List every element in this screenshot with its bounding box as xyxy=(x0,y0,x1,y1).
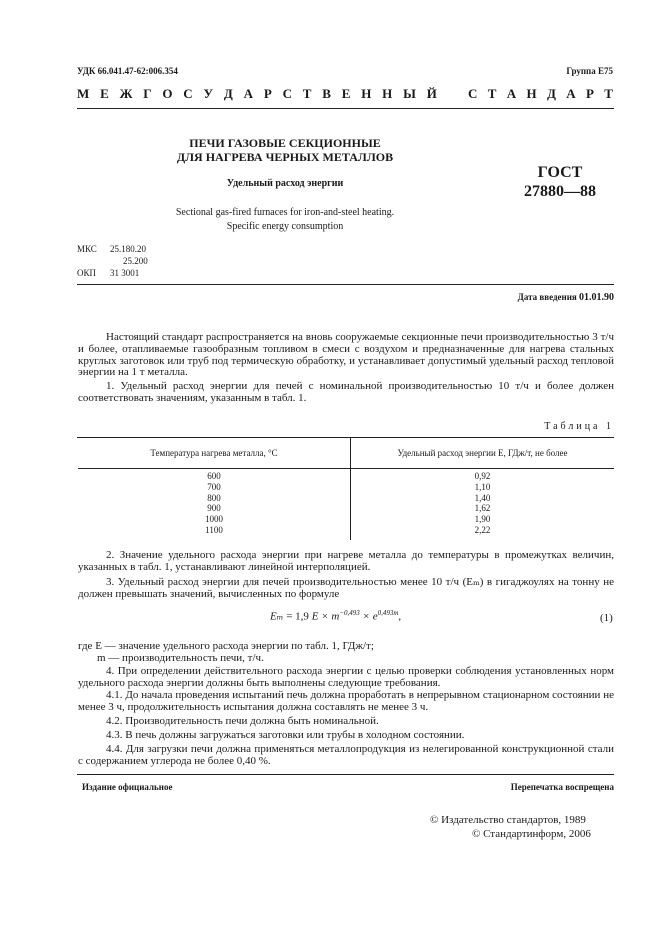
title-line-2: ДЛЯ НАГРЕВА ЧЕРНЫХ МЕТАЛЛОВ xyxy=(176,150,394,164)
banner-letter: Г xyxy=(143,86,152,101)
banner-letter: С xyxy=(468,86,478,101)
table-cell-temperature-value: 800 xyxy=(207,492,221,503)
gost-label: ГОСТ xyxy=(537,164,583,181)
mks-value-1: 25.180.20 xyxy=(110,244,146,254)
banner-letter: Н xyxy=(382,86,393,101)
banner-letter: Е xyxy=(100,86,109,101)
intro-date-value: 01.01.90 xyxy=(579,292,614,303)
banner-letter: В xyxy=(322,86,331,101)
banner-word-interstate xyxy=(77,86,437,102)
english-title-line-2: Specific energy consumption xyxy=(226,221,344,232)
copyright-2006: © Стандартинформ, 2006 xyxy=(472,828,591,840)
table-cell-temperature-value: 1000 xyxy=(205,514,223,525)
formula-end: , xyxy=(398,610,402,623)
paragraph-2: 2. Значение удельного расхода энергии при нагреве металла до температуры в промежутках величин, указанных в табл. 1, устанавливают линейной интерполяцией. xyxy=(78,549,614,573)
banner-letter: М xyxy=(77,86,90,101)
banner-letter: Т xyxy=(302,86,312,101)
document-subtitle: Удельный расход энергии xyxy=(226,178,344,189)
paragraph-1: 1. Удельный расход энергии для печей с номинальной производительностью 10 т/ч и более должен соответствовать значениям, указанным в табл. 1. xyxy=(78,380,614,404)
banner-letter: Д xyxy=(546,86,556,101)
english-title xyxy=(130,206,440,234)
table-header-energy: Удельный расход энергии E, ГДж/т, не более xyxy=(351,437,615,469)
paragraph-3: 3. Удельный расход энергии для печей производительностью менее 10 т/ч (Eₘ) в гигаджоулях на тонну не должен превышать значений, вычисленных по формуле xyxy=(78,576,614,600)
okp-value: 31 3001 xyxy=(110,268,140,278)
banner-letter: Й xyxy=(426,86,437,101)
table-cell-energy-value: 1,10 xyxy=(474,481,491,492)
paragraph-4-4: 4.4. Для загрузки печи должна применяться металлопродукция из нелегированной конструкционной стали с содержанием углерода не более 0,40 %. xyxy=(78,743,614,767)
document-title xyxy=(150,136,420,164)
mks-label: МКС xyxy=(77,244,97,254)
banner-letter: Н xyxy=(361,86,372,101)
paragraph-4-1: 4.1. До начала проведения испытаний печь должна проработать в непрерывном стационарном состоянии не менее 3 ч, продолжительность испытания должна составлять не менее 3 ч. xyxy=(78,689,614,713)
banner-letter: Ы xyxy=(403,86,416,101)
table-cell-temperature-value: 700 xyxy=(207,481,221,492)
formula-exponent-2: 0,493m xyxy=(377,609,399,617)
intro-date xyxy=(518,292,614,303)
banner-letter: Е xyxy=(341,86,351,101)
energy-formula xyxy=(270,609,401,623)
banner-letter: Д xyxy=(223,86,233,101)
table-header-temperature: Температура нагрева металла, °С xyxy=(78,437,351,469)
udk-code: УДК 66.041.47-62:006.354 xyxy=(77,66,178,76)
standard-banner xyxy=(77,86,613,102)
banner-letter: А xyxy=(566,86,576,101)
gost-designation xyxy=(510,163,610,201)
formula-exponent-1: −0,493 xyxy=(339,609,360,617)
formula-number: (1) xyxy=(600,612,613,624)
intro-date-label: Дата введения xyxy=(517,292,577,302)
banner-word-standard xyxy=(468,86,613,102)
gost-number: 27880—88 xyxy=(524,183,596,200)
banner-letter: Р xyxy=(585,86,594,101)
reprint-note: Перепечатка воспрещена xyxy=(510,782,614,792)
table-cell-energy-value: 1,40 xyxy=(474,492,491,503)
table-cell-energy xyxy=(351,469,615,540)
table-cell-energy-value: 2,22 xyxy=(474,524,491,535)
table-header-row xyxy=(78,437,614,469)
table-caption: Таблица 1 xyxy=(544,421,614,432)
paragraph-4-2: 4.2. Производительность печи должна быть номинальной. xyxy=(106,715,379,727)
title-line-1: ПЕЧИ ГАЗОВЫЕ СЕКЦИОННЫЕ xyxy=(189,136,381,150)
formula-coefficient: = 1,9 xyxy=(286,610,309,623)
formula-where-1: где E — значение удельного расхода энергии по табл. 1, ГДж/т; xyxy=(78,640,374,652)
table-cell-temperature-value: 900 xyxy=(207,503,221,514)
formula-lhs: Eₘ xyxy=(270,610,284,623)
table-cell-energy-value: 1,62 xyxy=(474,503,491,514)
banner-letter: А xyxy=(506,86,517,101)
paragraph-4-3: 4.3. В печь должны загружаться заготовки или трубы в холодном состоянии. xyxy=(106,729,465,741)
banner-letter: У xyxy=(203,86,214,101)
banner-letter: Т xyxy=(604,86,613,101)
table-cell-temperature xyxy=(78,469,351,540)
banner-letter: Ж xyxy=(119,86,133,101)
table-cell-energy-value: 1,90 xyxy=(474,514,491,525)
banner-letter: С xyxy=(183,86,193,101)
table-row xyxy=(78,469,614,540)
banner-letter: С xyxy=(282,86,292,101)
banner-letter: Н xyxy=(526,86,537,101)
formula-where-2: m — производительность печи, т/ч. xyxy=(97,652,264,664)
formula-exp-base: × e xyxy=(362,610,378,623)
copyright-1989: © Издательство стандартов, 1989 xyxy=(430,814,586,826)
paragraph-scope: Настоящий стандарт распространяется на вновь сооружаемые секционные печи производительностью 3 т/ч и более, отапливаемые газообразным топливом в смеси с воздухом и предназначенные для нагрева стальных круглых заготовок или труб под термическую обработку, и устанавливает допустимый удельный расход тепловой энергии на 1 т металла. xyxy=(78,331,614,379)
banner-letter: А xyxy=(243,86,253,101)
header-rule xyxy=(77,108,614,109)
table-cell-temperature-value: 1100 xyxy=(205,524,223,535)
table-cell-temperature-value: 600 xyxy=(207,471,221,481)
okp-label: ОКП xyxy=(77,268,97,278)
banner-letter: Р xyxy=(263,86,272,101)
mks-value-2: 25.200 xyxy=(123,256,148,266)
codes-rule xyxy=(77,284,614,285)
banner-letter: Т xyxy=(487,86,497,101)
formula-term: E × m xyxy=(311,610,340,623)
banner-letter: О xyxy=(162,86,173,101)
paragraph-4: 4. При определении действительного расхода энергии с целью проверки соблюдения установленных норм удельного расхода энергии должны быть выполнены следующие требования. xyxy=(78,665,614,689)
footer-rule xyxy=(77,774,614,775)
table-cell-energy-value: 0,92 xyxy=(474,471,491,481)
energy-table xyxy=(78,437,614,540)
group-code: Группа Е75 xyxy=(566,66,613,76)
english-title-line-1: Sectional gas-fired furnaces for iron-and-steel heating. xyxy=(175,207,395,218)
edition-note: Издание официальное xyxy=(82,782,173,792)
